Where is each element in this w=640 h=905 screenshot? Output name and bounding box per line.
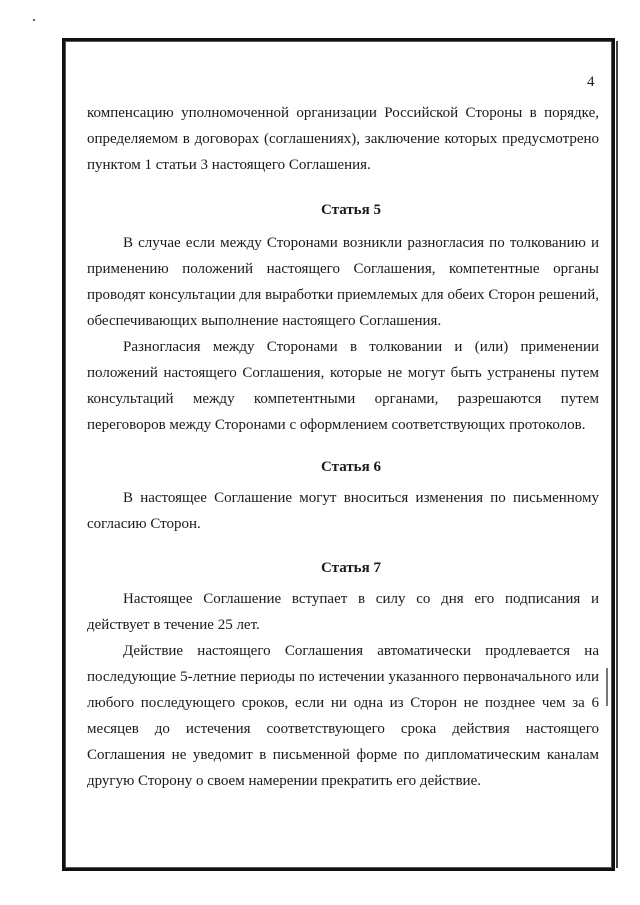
article-5-paragraph-2: Разногласия между Сторонами в толковании и (или) применении положений настоящего Соглашения, которые не могут быть устранены путем консультаций между компетентными органами, разрешаются путем переговоров между Сторонами с оформлением соответствующих протоколов. [87,339,599,433]
article-7-heading: Статья 7 [321,560,381,576]
article-7-paragraph-1: Настоящее Соглашение вступает в силу со дня его подписания и действует в течение 25 лет. [87,591,599,633]
intro-block [87,100,599,178]
article-6-paragraph-1: В настоящее Соглашение могут вноситься изменения по письменному согласию Сторон. [87,490,599,532]
article-6-heading: Статья 6 [321,459,381,475]
article-5-paragraph-1: В случае если между Сторонами возникли разногласия по толкованию и применению положений настоящего Соглашения, компетентные органы проводят консультации для выработки приемлемых для обеих Сторон решений, обеспечивающих выполнение настоящего Соглашения. [87,235,599,329]
article-5-heading: Статья 5 [321,202,381,218]
article-6-body [87,485,599,537]
article-7-paragraph-2: Действие настоящего Соглашения автоматически продлевается на последующие 5-летние периоды по истечении указанного первоначального или любого последующего сроков, если ни одна из Сторон не позднее чем за 6 месяцев до истечения соответствующего срока действия настоящего Соглашения не уведомит в письменной форме по дипломатическим каналам другую Сторону о своем намерении прекратить его действие. [87,643,599,789]
article-5-body [87,230,599,438]
scan-speck [33,19,35,21]
scan-margin-mark [606,668,608,706]
page-number: 4 [587,74,595,90]
article-7-body [87,586,599,794]
intro-paragraph: компенсацию уполномоченной организации Российской Стороны в порядке, определяемом в договорах (соглашениях), заключение которых предусмотрено пунктом 1 статьи 3 настоящего Соглашения. [87,105,599,173]
